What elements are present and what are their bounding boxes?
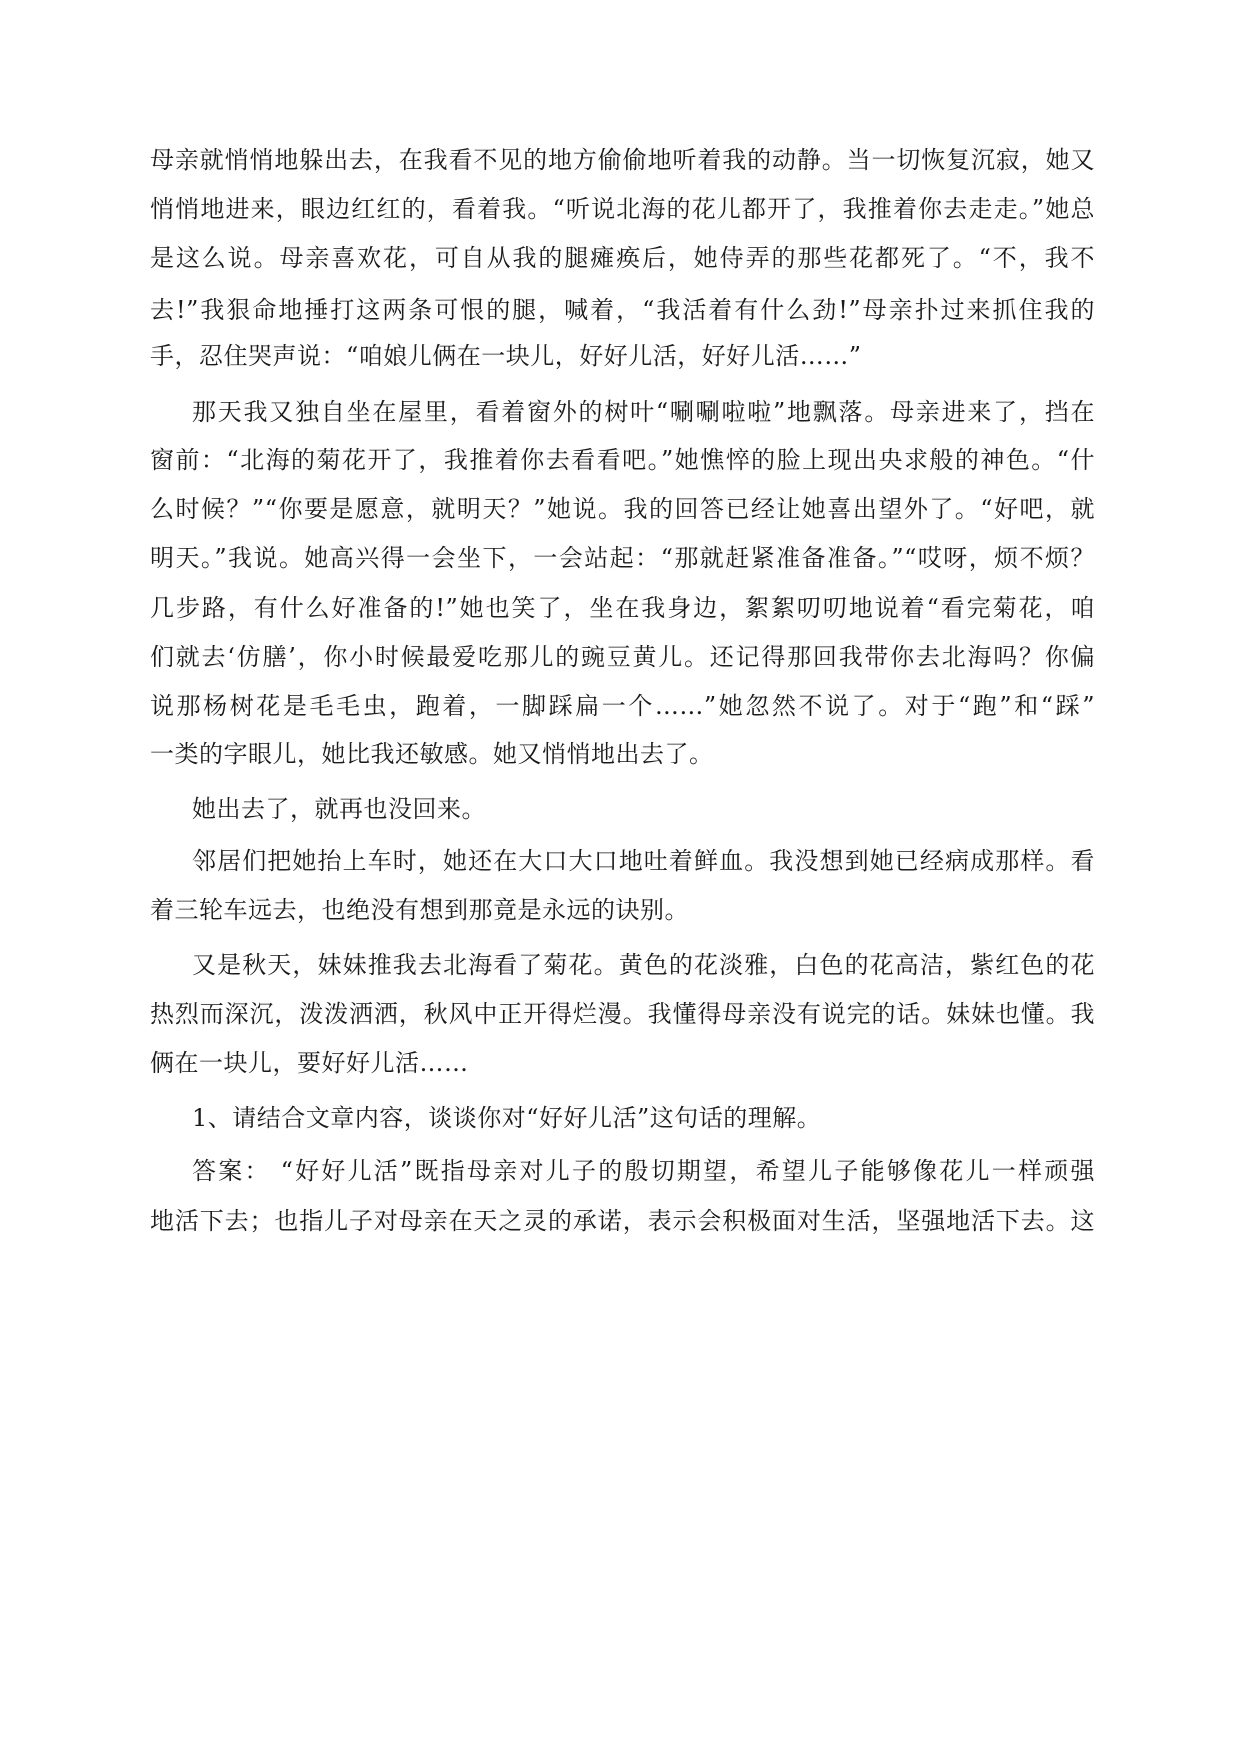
text-line: 们就去‘仿膳’，你小时候最爱吃那儿的豌豆黄儿。还记得那回我带你去北海吗？你偏 — [150, 643, 1095, 671]
text-line: 热烈而深沉，泼泼洒洒，秋风中正开得烂漫。我懂得母亲没有说完的话。妹妹也懂。我 — [150, 1000, 1095, 1028]
text-line: 几步路，有什么好准备的!”她也笑了，坐在我身边，絮絮叨叨地说着“看完菊花，咱 — [150, 594, 1095, 622]
text-line: 么时候？”“你要是愿意，就明天？”她说。我的回答已经让她喜出望外了。“好吧，就 — [150, 495, 1095, 523]
answer-line: 答案： “好好儿活”既指母亲对儿子的殷切期望，希望儿子能够像花儿一样顽强 — [192, 1157, 1095, 1185]
question-line: 1、请结合文章内容，谈谈你对“好好儿活”这句话的理解。 — [192, 1104, 822, 1132]
answer-line: 地活下去；也指儿子对母亲在天之灵的承诺，表示会积极面对生活，坚强地活下去。这 — [150, 1207, 1095, 1235]
text-line: 着三轮车远去，也绝没有想到那竟是永远的诀别。 — [150, 896, 689, 924]
paragraph-start-line: 那天我又独自坐在屋里，看着窗外的树叶“唰唰啦啦”地飘落。母亲进来了，挡在 — [192, 398, 1095, 426]
paragraph-start-line: 她出去了，就再也没回来。 — [192, 795, 486, 823]
text-line: 一类的字眼儿，她比我还敏感。她又悄悄地出去了。 — [150, 740, 714, 768]
paragraph-start-line: 邻居们把她抬上车时，她还在大口大口地吐着鲜血。我没想到她已经病成那样。看 — [192, 847, 1095, 875]
text-line: 说那杨树花是毛毛虫，跑着，一脚踩扁一个……”她忽然不说了。对于“跑”和“踩” — [150, 692, 1095, 720]
text-line: 悄悄地进来，眼边红红的，看着我。“听说北海的花儿都开了，我推着你去走走。”她总 — [150, 195, 1095, 223]
text-line: 明天。”我说。她高兴得一会坐下，一会站起：“那就赶紧准备准备。”“哎呀，烦不烦？ — [150, 544, 1095, 572]
text-line: 去!”我狠命地捶打这两条可恨的腿，喊着，“我活着有什么劲!”母亲扑过来抓住我的 — [150, 296, 1095, 324]
text-line: 俩在一块儿，要好好儿活…… — [150, 1049, 469, 1077]
paragraph-start-line: 又是秋天，妹妹推我去北海看了菊花。黄色的花淡雅，白色的花高洁，紫红色的花 — [192, 951, 1095, 979]
text-line: 是这么说。母亲喜欢花，可自从我的腿瘫痪后，她侍弄的那些花都死了。“不，我不 — [150, 244, 1095, 272]
text-line: 手，忍住哭声说：“咱娘儿俩在一块儿，好好儿活，好好儿活……” — [150, 342, 862, 370]
text-line: 母亲就悄悄地躲出去，在我看不见的地方偷偷地听着我的动静。当一切恢复沉寂，她又 — [150, 146, 1095, 174]
text-line: 窗前：“北海的菊花开了，我推着你去看看吧。”她憔悴的脸上现出央求般的神色。“什 — [150, 446, 1095, 474]
